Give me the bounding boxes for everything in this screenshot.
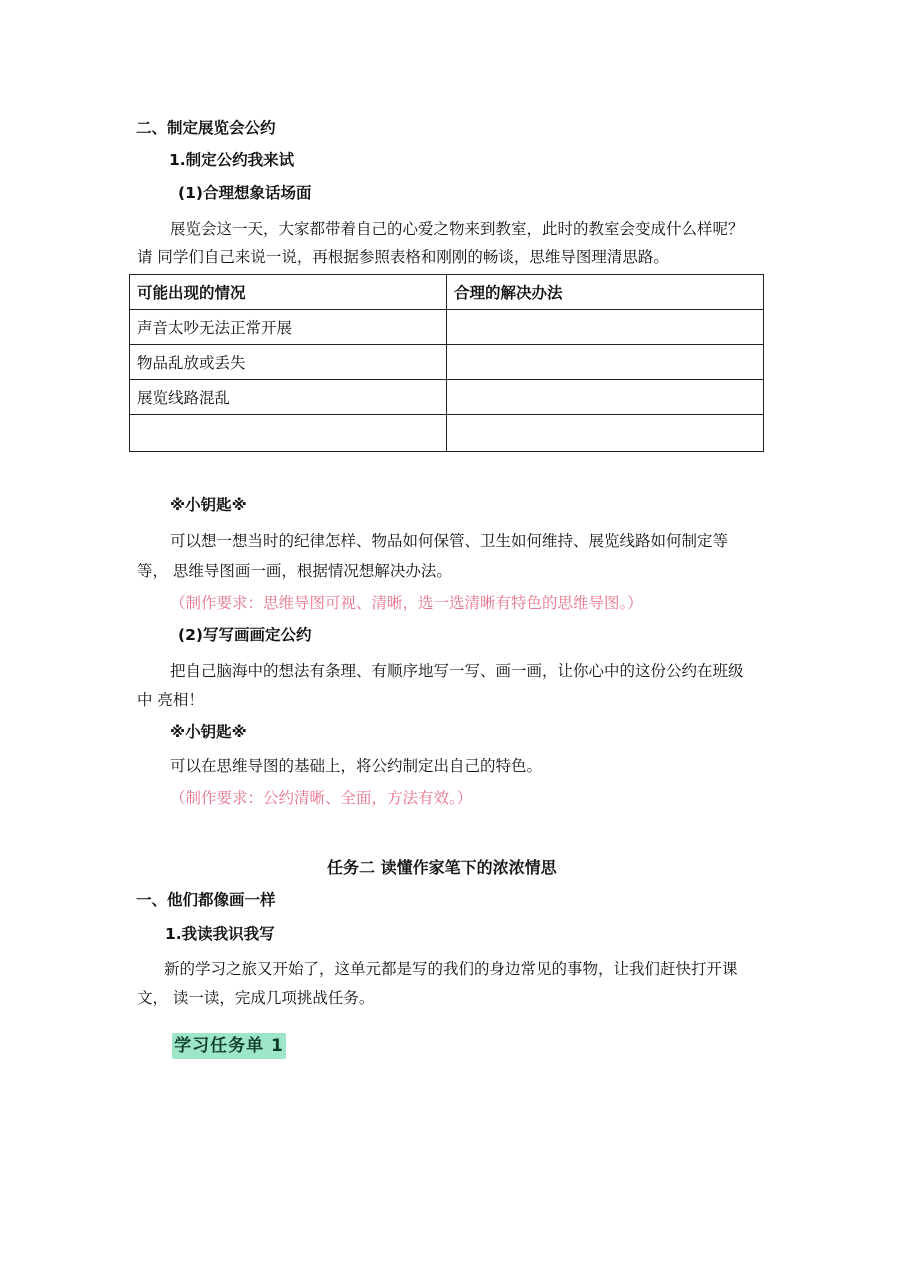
table-header-cell: 合理的解决办法 bbox=[447, 275, 764, 310]
table-cell bbox=[447, 415, 764, 452]
table-cell: 物品乱放或丢失 bbox=[130, 345, 447, 380]
table-header-cell: 可能出现的情况 bbox=[130, 275, 447, 310]
paragraph-line: 请 同学们自己来说一说，再根据参照表格和刚刚的畅谈，思维导图理清思路。 bbox=[137, 248, 669, 266]
paragraph-line: 展览会这一天，大家都带着自己的心爱之物来到教室，此时的教室会变成什么样呢？ bbox=[170, 220, 744, 238]
tip-heading: ※小钥匙※ bbox=[170, 496, 247, 514]
subsection-heading: 1.我读我识我写 bbox=[165, 925, 275, 943]
table-cell bbox=[130, 415, 447, 452]
subsubsection-heading: (1)合理想象话场面 bbox=[178, 184, 312, 202]
section-heading: 一、他们都像画一样 bbox=[136, 891, 276, 909]
requirement-note: （制作要求：思维导图可视、清晰，选一选清晰有特色的思维导图。） bbox=[170, 594, 643, 612]
table-cell bbox=[447, 310, 764, 345]
table-row bbox=[130, 310, 764, 345]
table-cell bbox=[447, 345, 764, 380]
paragraph-line: 文， 读一读，完成几项挑战任务。 bbox=[137, 989, 375, 1007]
table-cell: 声音太吵无法正常开展 bbox=[130, 310, 447, 345]
paragraph-line: 新的学习之旅又开始了，这单元都是写的我们的身边常见的事物，让我们赶快打开课 bbox=[164, 960, 738, 978]
paragraph-line: 把自己脑海中的想法有条理、有顺序地写一写、画一画，让你心中的这份公约在班级 bbox=[170, 662, 744, 680]
task-title: 任务二 读懂作家笔下的浓浓情思 bbox=[327, 858, 557, 877]
task-sheet-stamp: 学习任务单 1 bbox=[172, 1033, 286, 1059]
paragraph-line: 等， 思维导图画一画，根据情况想解决办法。 bbox=[137, 562, 452, 580]
requirement-note: （制作要求：公约清晰、全面，方法有效。） bbox=[170, 789, 473, 807]
situation-table bbox=[129, 274, 764, 452]
table-row bbox=[130, 380, 764, 415]
tip-heading: ※小钥匙※ bbox=[170, 723, 247, 741]
table-row bbox=[130, 345, 764, 380]
paragraph-line: 中 亮相！ bbox=[137, 691, 204, 709]
paragraph-line: 可以在思维导图的基础上，将公约制定出自己的特色。 bbox=[170, 757, 543, 775]
table-cell bbox=[447, 380, 764, 415]
paragraph-line: 可以想一想当时的纪律怎样、物品如何保管、卫生如何维持、展览线路如何制定等 bbox=[170, 532, 729, 550]
table-row bbox=[130, 415, 764, 452]
subsubsection-heading: (2)写写画画定公约 bbox=[178, 626, 312, 644]
section-heading: 二、制定展览会公约 bbox=[136, 119, 276, 137]
table-header-row bbox=[130, 275, 764, 310]
table-cell: 展览线路混乱 bbox=[130, 380, 447, 415]
subsection-heading: 1.制定公约我来试 bbox=[169, 151, 295, 169]
